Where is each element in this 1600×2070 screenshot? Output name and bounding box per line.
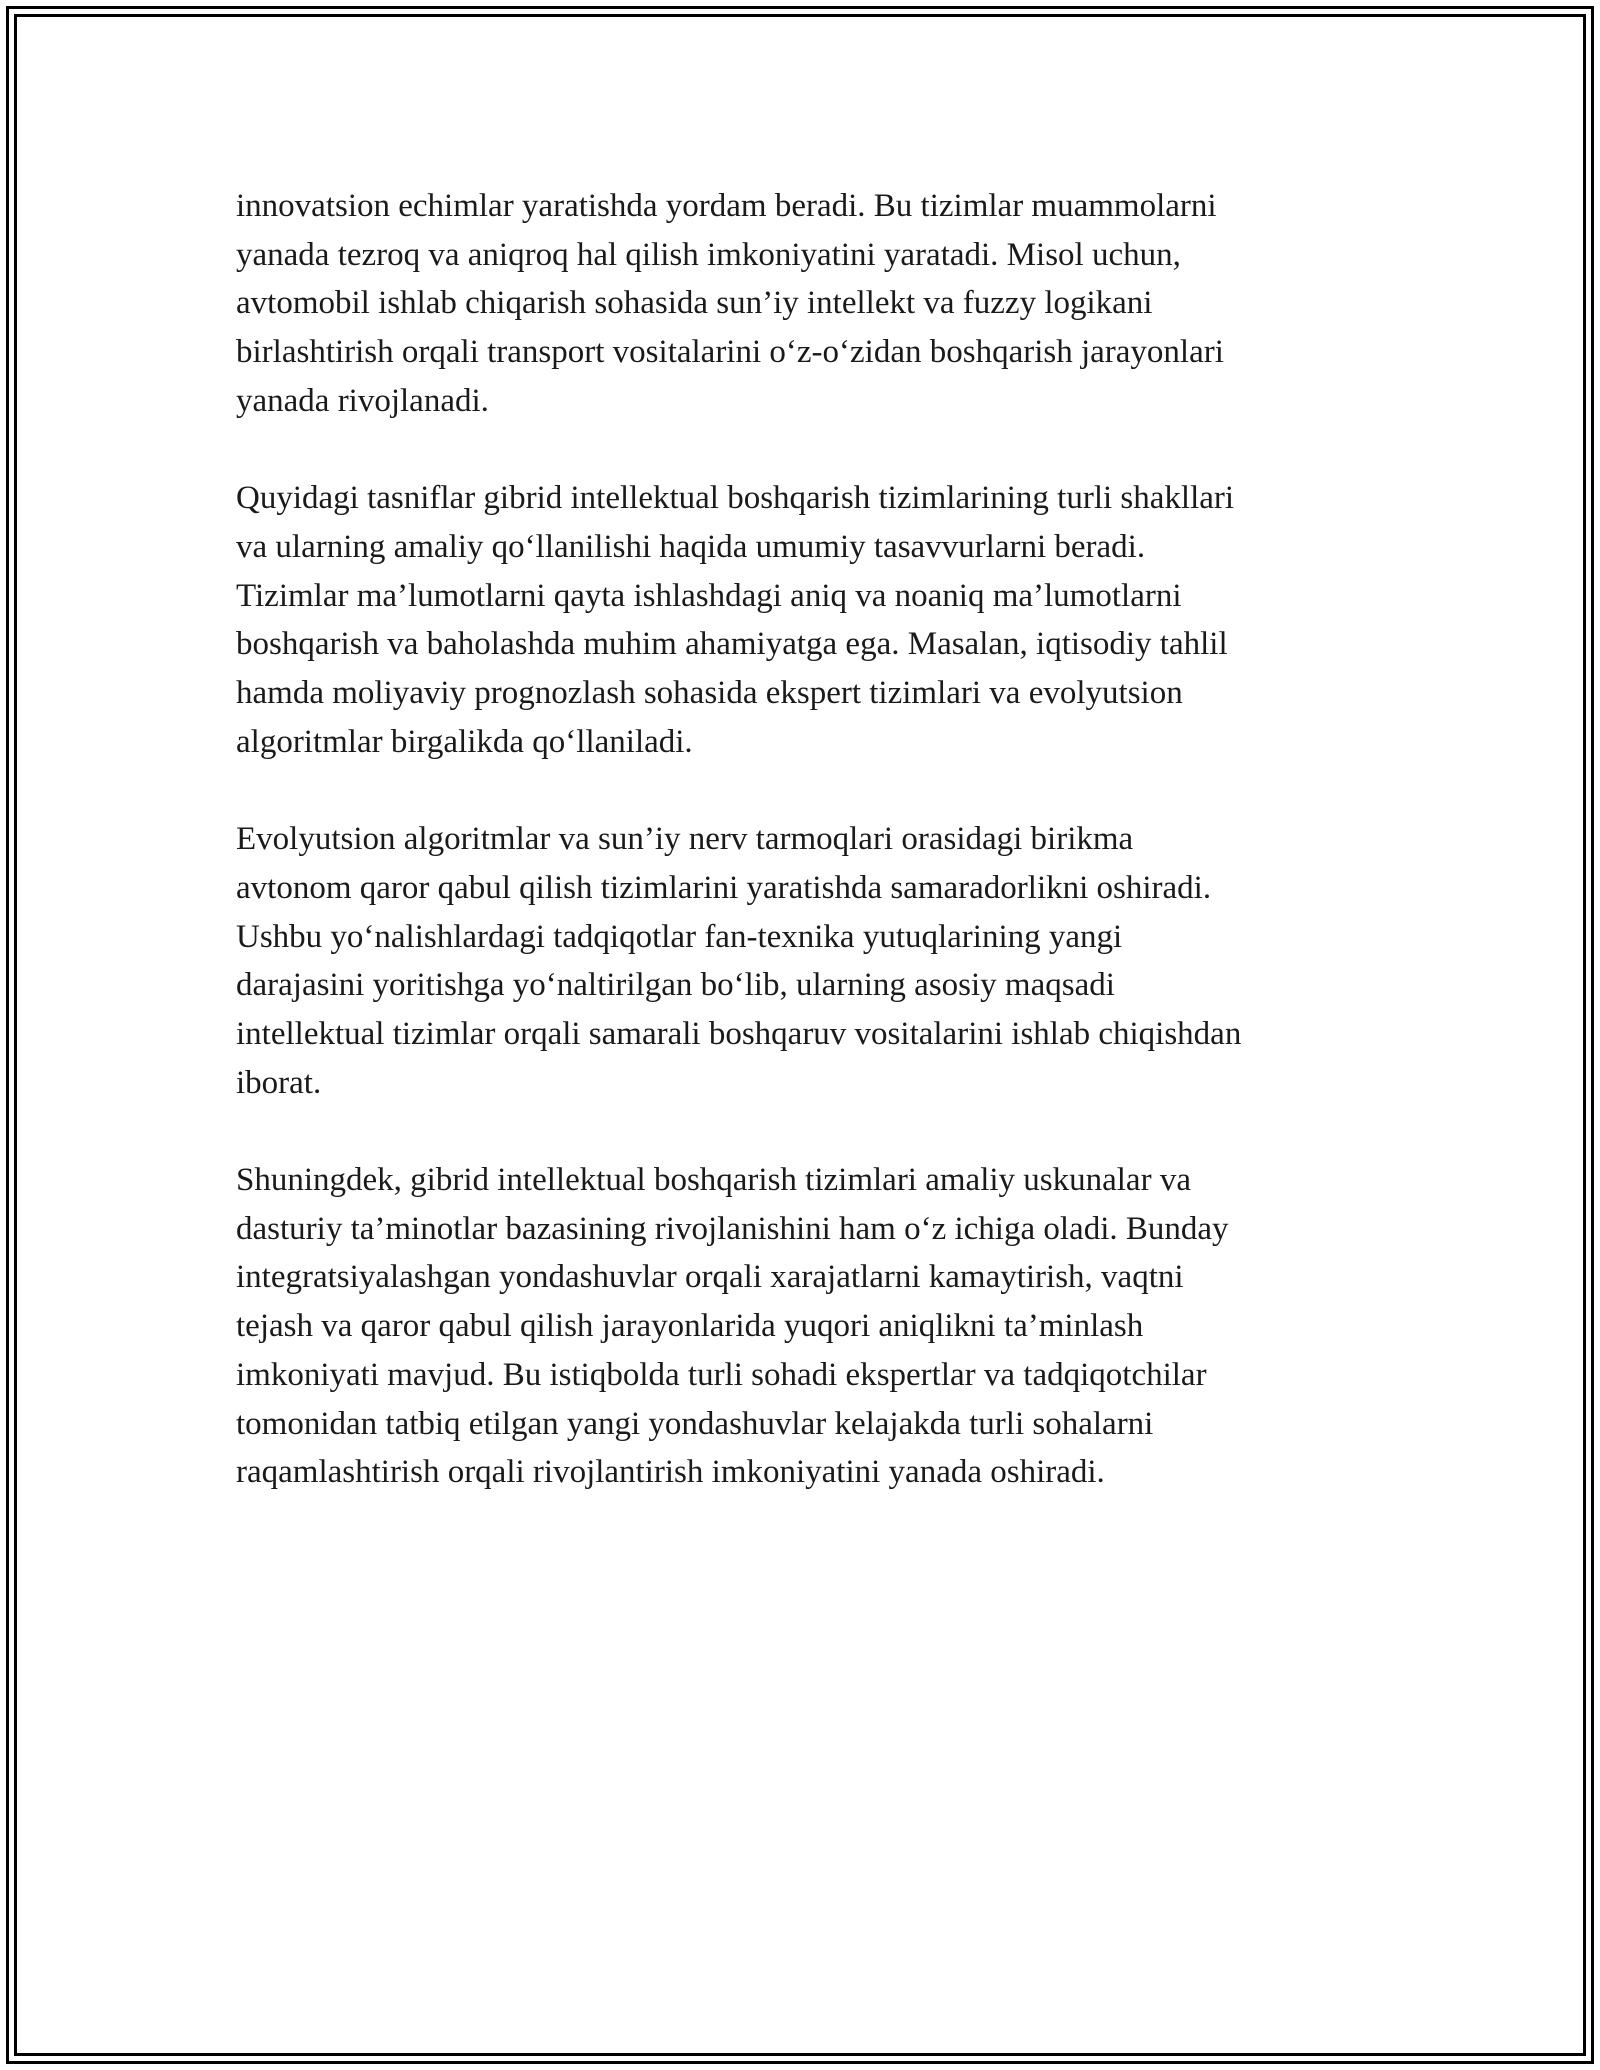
paragraph-4: Shuningdek, gibrid intellektual boshqarish tizimlari amaliy uskunalar va dasturiy ta’minotlar bazasining rivojlanishini ham o‘z ichiga oladi. Bunday integratsiyalashgan yondashuvlar orqali xarajatlarni kamaytirish, vaqtni tejash va qaror qabul qilish jarayonlarida yuqori aniqlikni ta’minlash imkoniyati mavjud. Bu istiqbolda turli sohadi ekspertlar va tadqiqotchilar tomonidan tatbiq etilgan yangi yondashuvlar kelajakda turli sohalarni raqamlashtirish orqali rivojlantirish imkoniyatini yanada oshiradi. [236,1162,1229,1491]
document-body [236,182,1376,1546]
paragraph-1: innovatsion echimlar yaratishda yordam beradi. Bu tizimlar muammolarni yanada tezroq va aniqroq hal qilish imkoniyatini yaratadi. Misol uchun, avtomobil ishlab chiqarish sohasida sun’iy intellekt va fuzzy logikani birlashtirish orqali transport vositalarini o‘z-o‘zidan boshqarish jarayonlari yanada rivojlanadi. [236,188,1224,419]
paragraph-3: Evolyutsion algoritmlar va sun’iy nerv tarmoqlari orasidagi birikma avtonom qaror qabul qilish tizimlarini yaratishda samaradorlikni oshiradi. Ushbu yo‘nalishlardagi tadqiqotlar fan-texnika yutuqlarining yangi darajasini yoritishga yo‘naltirilgan bo‘lib, ularning asosiy maqsadi intellektual tizimlar orqali samarali boshqaruv vositalarini ishlab chiqishdan iborat. [236,821,1242,1101]
paragraph-2: Quyidagi tasniflar gibrid intellektual boshqarish tizimlarining turli shakllari va ularning amaliy qo‘llanilishi haqida umumiy tasavvurlarni beradi. Tizimlar ma’lumotlarni qayta ishlashdagi aniq va noaniq ma’lumotlarni boshqarish va baholashda muhim ahamiyatga ega. Masalan, iqtisodiy tahlil hamda moliyaviy prognozlash sohasida ekspert tizimlari va evolyutsion algoritmlar birgalikda qo‘llaniladi. [236,480,1235,760]
